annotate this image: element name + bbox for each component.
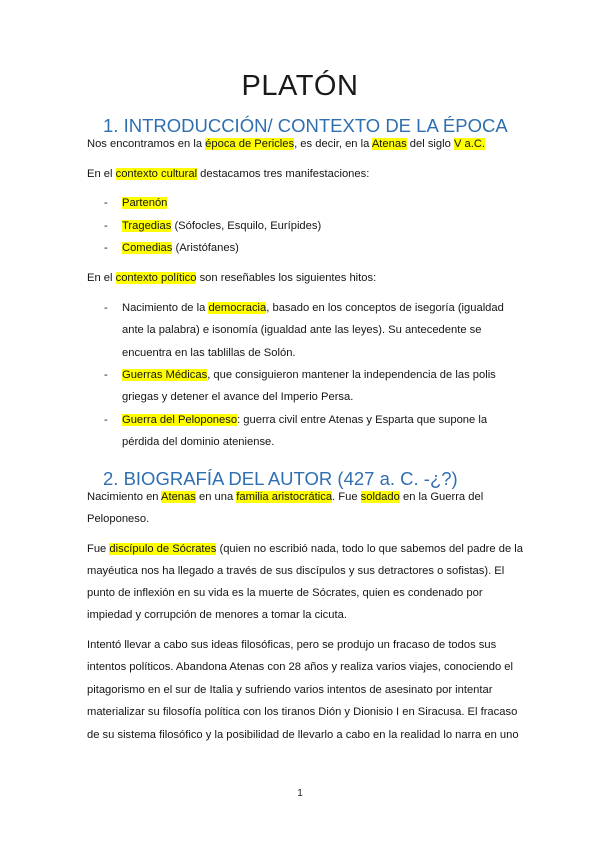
paragraph-nacimiento-line2: Peloponeso. <box>87 513 150 525</box>
page-number: 1 <box>297 788 303 799</box>
highlight-atenas: Atenas <box>371 138 407 150</box>
paragraph-discipulo-line3: punto de inflexión en su vida es la muerte de Sócrates, quien es condenado por <box>87 587 483 599</box>
paragraph-nacimiento: Nacimiento en Atenas en una familia aristocrática. Fue soldado en la Guerra del <box>87 491 484 503</box>
paragraph-intro: Nos encontramos en la época de Pericles, es decir, en la Atenas del siglo V a.C. <box>87 138 486 150</box>
list-item-guerras-medicas: - Guerras Médicas, que consiguieron mantener la independencia de las polis griegas y detener el avance del Imperio Persa. <box>104 369 496 403</box>
highlight-contexto-cultural: contexto cultural <box>115 168 198 180</box>
list-item-guerra-peloponeso: - Guerra del Peloponeso: guerra civil entre Atenas y Esparta que supone la pérdida del dominio ateniense. <box>104 414 488 448</box>
list-item-comedias: - Comedias (Aristófanes) <box>104 242 239 254</box>
highlight-siglo: V a.C. <box>453 138 486 150</box>
paragraph-intento-line1: Intentó llevar a cabo sus ideas filosóficas, pero se produjo un fracaso de todos sus <box>87 639 497 651</box>
paragraph-discipulo-line2: mayéutica nos ha llegado a través de sus discípulos y sus detractores o sofistas). El <box>87 565 505 577</box>
page-title: PLATÓN <box>241 70 359 102</box>
paragraph-contexto-cultural: En el contexto cultural destacamos tres manifestaciones: <box>87 168 370 180</box>
highlight-epoca-pericles: época de Pericles <box>205 138 295 150</box>
paragraph-intento-line2: intentos políticos. Abandona Atenas con 28 años y realiza varios viajes, conociendo el <box>87 661 514 673</box>
paragraph-intento-line5: de su sistema filosófico y la posibilidad de llevarlo a cabo en la realidad lo narra en uno <box>87 729 519 741</box>
paragraph-intento-line3: pitagorismo en el sur de Italia y sufriendo varios intentos de asesinato por intentar <box>87 684 493 696</box>
highlight-contexto-politico: contexto político <box>115 272 197 284</box>
list-item-partenon: - Partenón <box>104 197 168 209</box>
paragraph-discipulo-line4: impiedad y corrupción de menores a tomar la cicuta. <box>87 609 347 621</box>
section-heading-biografia: 2. BIOGRAFÍA DEL AUTOR (427 a. C. -¿?) <box>103 468 458 489</box>
paragraph-discipulo: Fue discípulo de Sócrates (quien no escribió nada, todo lo que sabemos del padre de la <box>87 543 523 555</box>
list-item-democracia: - Nacimiento de la democracia, basado en los conceptos de isegoría (igualdad ante la palabra) e isonomía (igualdad ante las leyes). Su antecedente se encuentra en las tablillas de Solón. <box>104 302 504 359</box>
paragraph-contexto-politico: En el contexto político son reseñables los siguientes hitos: <box>87 272 377 284</box>
section-heading-introduccion: 1. INTRODUCCIÓN/ CONTEXTO DE LA ÉPOCA <box>103 115 508 136</box>
list-item-tragedias: - Tragedias (Sófocles, Esquilo, Eurípides) <box>104 220 322 232</box>
paragraph-intento-line4: materializar su filosofía política con los tiranos Dión y Dionisio I en Siracusa. El fracaso <box>87 706 518 718</box>
